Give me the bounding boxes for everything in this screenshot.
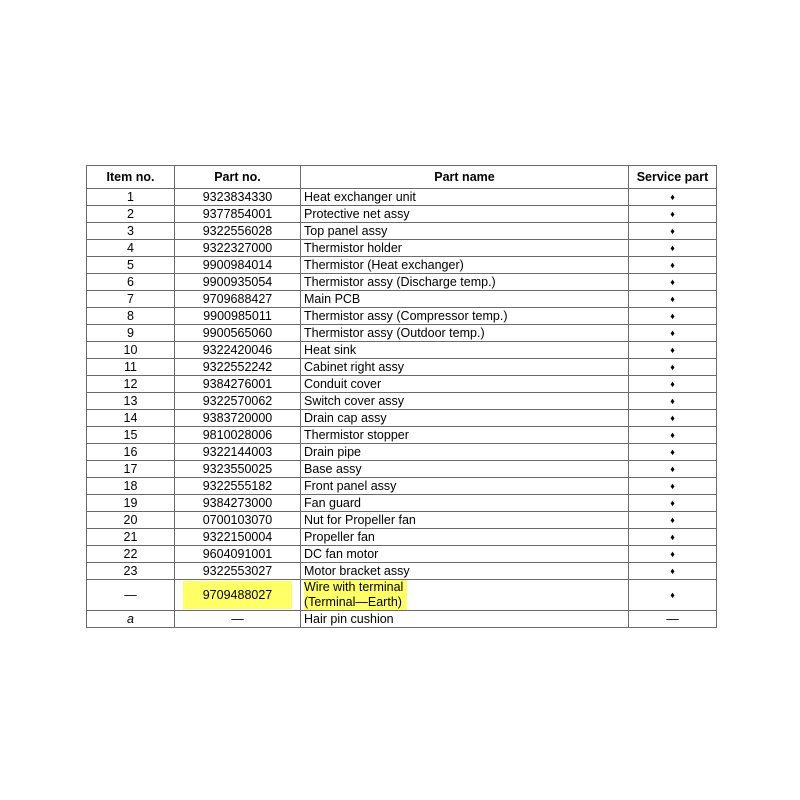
cell-part-no: 9323834330 bbox=[175, 189, 301, 206]
cell-part-no: 9900935054 bbox=[175, 274, 301, 291]
table-row bbox=[87, 223, 717, 240]
cell-service-part: ♦ bbox=[629, 461, 717, 478]
cell-service-part: ♦ bbox=[629, 444, 717, 461]
table-row bbox=[87, 240, 717, 257]
cell-part-name bbox=[301, 580, 629, 611]
cell-service-part: ♦ bbox=[629, 495, 717, 512]
cell-item-no: 13 bbox=[87, 393, 175, 410]
cell-part-no: 9322556028 bbox=[175, 223, 301, 240]
table-row bbox=[87, 291, 717, 308]
cell-part-name: Heat exchanger unit bbox=[301, 189, 629, 206]
cell-item-no: 8 bbox=[87, 308, 175, 325]
table-row bbox=[87, 359, 717, 376]
cell-service-part: ♦ bbox=[629, 325, 717, 342]
cell-part-name: Drain pipe bbox=[301, 444, 629, 461]
cell-item-no: a bbox=[87, 611, 175, 628]
cell-part-name: Thermistor assy (Outdoor temp.) bbox=[301, 325, 629, 342]
cell-item-no: — bbox=[87, 580, 175, 611]
cell-part-no: — bbox=[175, 611, 301, 628]
cell-part-no: 9322552242 bbox=[175, 359, 301, 376]
cell-item-no: 14 bbox=[87, 410, 175, 427]
cell-part-no: 0700103070 bbox=[175, 512, 301, 529]
cell-service-part: ♦ bbox=[629, 240, 717, 257]
cell-item-no: 6 bbox=[87, 274, 175, 291]
cell-part-no: 9810028006 bbox=[175, 427, 301, 444]
cell-part-name: Thermistor assy (Compressor temp.) bbox=[301, 308, 629, 325]
cell-service-part: ♦ bbox=[629, 529, 717, 546]
cell-part-no bbox=[175, 580, 301, 611]
cell-part-no: 9322553027 bbox=[175, 563, 301, 580]
cell-part-name: Hair pin cushion bbox=[301, 611, 629, 628]
table-row bbox=[87, 529, 717, 546]
cell-item-no: 12 bbox=[87, 376, 175, 393]
table-header-row bbox=[87, 166, 717, 189]
header-part-name: Part name bbox=[301, 166, 629, 189]
cell-part-no: 9322144003 bbox=[175, 444, 301, 461]
cell-part-name: Main PCB bbox=[301, 291, 629, 308]
cell-service-part: ♦ bbox=[629, 580, 717, 611]
cell-service-part: ♦ bbox=[629, 291, 717, 308]
cell-part-name: Nut for Propeller fan bbox=[301, 512, 629, 529]
cell-service-part: ♦ bbox=[629, 189, 717, 206]
cell-part-name: Fan guard bbox=[301, 495, 629, 512]
parts-table bbox=[86, 165, 717, 628]
cell-part-name: Motor bracket assy bbox=[301, 563, 629, 580]
header-item-no: Item no. bbox=[87, 166, 175, 189]
header-part-no: Part no. bbox=[175, 166, 301, 189]
cell-service-part: ♦ bbox=[629, 308, 717, 325]
cell-item-no: 10 bbox=[87, 342, 175, 359]
cell-part-no: 9322570062 bbox=[175, 393, 301, 410]
cell-part-name: Conduit cover bbox=[301, 376, 629, 393]
cell-service-part: ♦ bbox=[629, 478, 717, 495]
highlighted-part-name bbox=[304, 580, 407, 610]
cell-item-no: 22 bbox=[87, 546, 175, 563]
cell-part-name: Cabinet right assy bbox=[301, 359, 629, 376]
table-row bbox=[87, 325, 717, 342]
cell-part-name: Thermistor assy (Discharge temp.) bbox=[301, 274, 629, 291]
part-name-line-1: Wire with terminal bbox=[304, 580, 404, 594]
cell-part-no: 9323550025 bbox=[175, 461, 301, 478]
cell-part-name: Base assy bbox=[301, 461, 629, 478]
cell-service-part: ♦ bbox=[629, 512, 717, 529]
cell-item-no: 23 bbox=[87, 563, 175, 580]
cell-service-part: ♦ bbox=[629, 410, 717, 427]
cell-part-no: 9322420046 bbox=[175, 342, 301, 359]
cell-service-part: ♦ bbox=[629, 257, 717, 274]
table-row bbox=[87, 376, 717, 393]
cell-item-no: 15 bbox=[87, 427, 175, 444]
table-row bbox=[87, 427, 717, 444]
table-row bbox=[87, 393, 717, 410]
cell-service-part: — bbox=[629, 611, 717, 628]
cell-part-name: Drain cap assy bbox=[301, 410, 629, 427]
table-row bbox=[87, 512, 717, 529]
cell-part-no: 9383720000 bbox=[175, 410, 301, 427]
cell-item-no: 9 bbox=[87, 325, 175, 342]
cell-item-no: 18 bbox=[87, 478, 175, 495]
table-row bbox=[87, 495, 717, 512]
cell-item-no: 1 bbox=[87, 189, 175, 206]
table-row bbox=[87, 189, 717, 206]
cell-item-no: 7 bbox=[87, 291, 175, 308]
cell-part-name: Thermistor stopper bbox=[301, 427, 629, 444]
cell-part-name: Heat sink bbox=[301, 342, 629, 359]
cell-item-no: 11 bbox=[87, 359, 175, 376]
cell-part-no: 9709688427 bbox=[175, 291, 301, 308]
cell-service-part: ♦ bbox=[629, 206, 717, 223]
cell-part-name: Thermistor holder bbox=[301, 240, 629, 257]
cell-part-no: 9604091001 bbox=[175, 546, 301, 563]
table-row bbox=[87, 546, 717, 563]
header-service-part: Service part bbox=[629, 166, 717, 189]
cell-part-name: Protective net assy bbox=[301, 206, 629, 223]
table-row-earth-wire bbox=[87, 580, 717, 611]
cell-part-no: 9900565060 bbox=[175, 325, 301, 342]
cell-item-no: 19 bbox=[87, 495, 175, 512]
cell-part-no: 9384273000 bbox=[175, 495, 301, 512]
part-name-line-2: (Terminal—Earth) bbox=[304, 595, 402, 609]
cell-part-no: 9322555182 bbox=[175, 478, 301, 495]
cell-part-name: Top panel assy bbox=[301, 223, 629, 240]
cell-service-part: ♦ bbox=[629, 546, 717, 563]
cell-item-no: 3 bbox=[87, 223, 175, 240]
table-row bbox=[87, 308, 717, 325]
highlighted-part-no: 9709488027 bbox=[183, 581, 293, 609]
cell-part-name: Switch cover assy bbox=[301, 393, 629, 410]
cell-item-no: 16 bbox=[87, 444, 175, 461]
table-row bbox=[87, 206, 717, 223]
cell-part-no: 9900984014 bbox=[175, 257, 301, 274]
cell-service-part: ♦ bbox=[629, 376, 717, 393]
cell-item-no: 21 bbox=[87, 529, 175, 546]
table-row bbox=[87, 478, 717, 495]
cell-service-part: ♦ bbox=[629, 359, 717, 376]
cell-part-no: 9900985011 bbox=[175, 308, 301, 325]
cell-service-part: ♦ bbox=[629, 342, 717, 359]
cell-item-no: 4 bbox=[87, 240, 175, 257]
cell-item-no: 5 bbox=[87, 257, 175, 274]
cell-service-part: ♦ bbox=[629, 274, 717, 291]
table-row-hair-pin bbox=[87, 611, 717, 628]
cell-part-name: DC fan motor bbox=[301, 546, 629, 563]
cell-part-no: 9384276001 bbox=[175, 376, 301, 393]
cell-part-no: 9377854001 bbox=[175, 206, 301, 223]
cell-part-name: Thermistor (Heat exchanger) bbox=[301, 257, 629, 274]
table-row bbox=[87, 461, 717, 478]
table-body-extra bbox=[87, 580, 717, 628]
cell-part-name: Propeller fan bbox=[301, 529, 629, 546]
cell-service-part: ♦ bbox=[629, 223, 717, 240]
cell-item-no: 2 bbox=[87, 206, 175, 223]
cell-service-part: ♦ bbox=[629, 393, 717, 410]
table-row bbox=[87, 410, 717, 427]
table-row bbox=[87, 257, 717, 274]
cell-part-name: Front panel assy bbox=[301, 478, 629, 495]
cell-part-no: 9322150004 bbox=[175, 529, 301, 546]
cell-part-no: 9322327000 bbox=[175, 240, 301, 257]
cell-item-no: 17 bbox=[87, 461, 175, 478]
table-row bbox=[87, 342, 717, 359]
table-row bbox=[87, 274, 717, 291]
table-row bbox=[87, 444, 717, 461]
cell-service-part: ♦ bbox=[629, 427, 717, 444]
cell-service-part: ♦ bbox=[629, 563, 717, 580]
table-row bbox=[87, 563, 717, 580]
cell-item-no: 20 bbox=[87, 512, 175, 529]
table-body bbox=[87, 189, 717, 580]
